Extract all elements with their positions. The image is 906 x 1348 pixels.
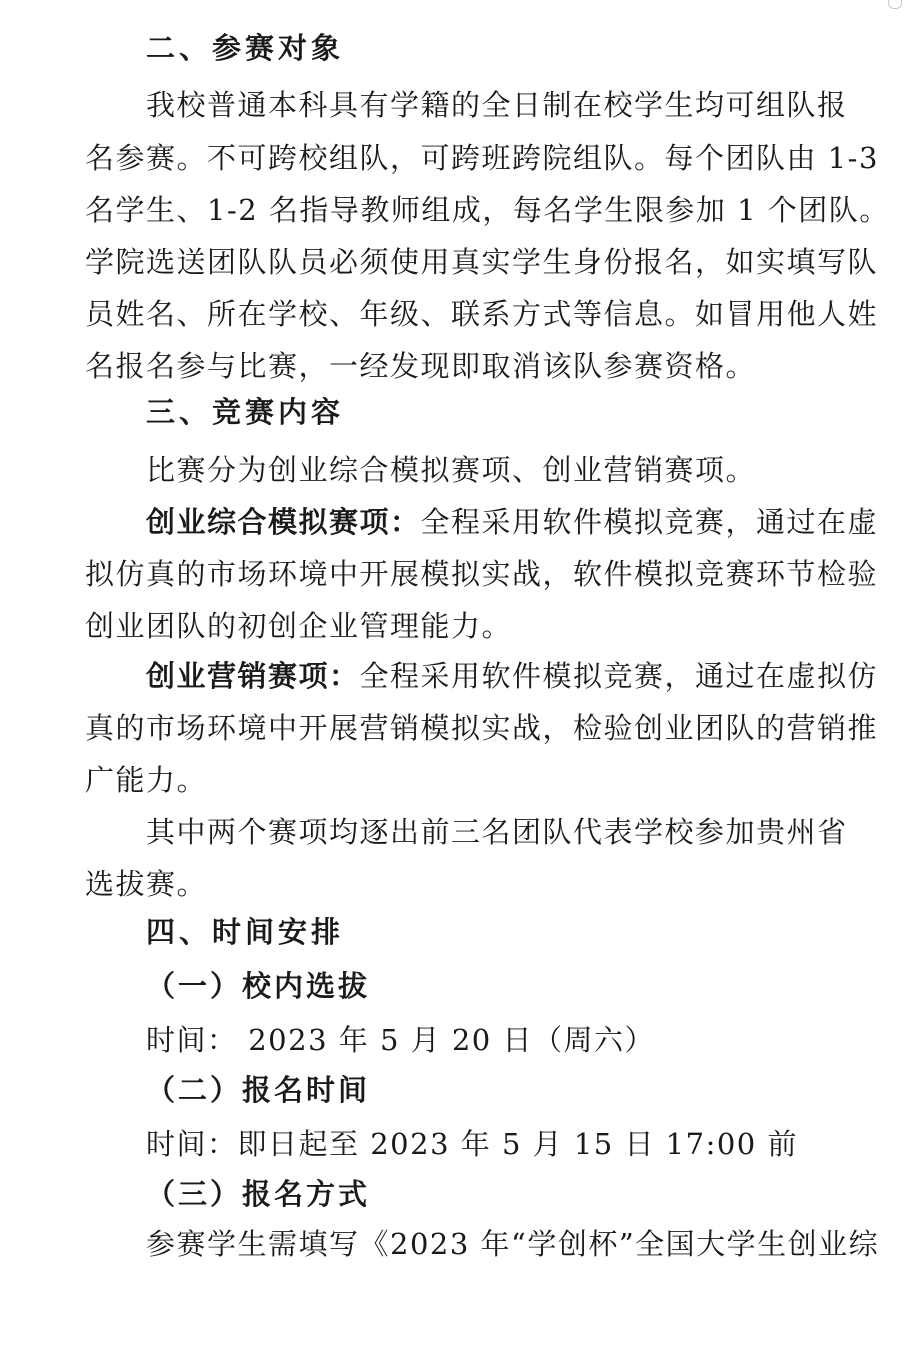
paragraph-line: 员姓名、所在学校、年级、联系方式等信息。如冒用他人姓	[85, 297, 879, 331]
paragraph-line: 创业团队的初创企业管理能力。	[85, 609, 513, 643]
section-heading-schedule: 四、时间安排	[146, 915, 345, 949]
paragraph-line-item2	[146, 656, 879, 700]
paragraph-line: 其中两个赛项均逐出前三名团队代表学校参加贵州省	[146, 815, 848, 849]
section-heading-participants: 二、参赛对象	[146, 31, 345, 65]
paragraph-line: 选拔赛。	[85, 867, 208, 901]
subheading-campus-selection: （一）校内选拔	[146, 969, 371, 1003]
item-text: 全程采用软件模拟竞赛，通过在虚	[420, 505, 879, 539]
paragraph-line: 我校普通本科具有学籍的全日制在校学生均可组队报	[146, 88, 848, 122]
paragraph-line: 拟仿真的市场环境中开展模拟实战，软件模拟竞赛环节检验	[85, 557, 879, 591]
paragraph-line: 名报名参与比赛，一经发现即取消该队参赛资格。	[85, 349, 757, 383]
subheading-registration-method: （三）报名方式	[146, 1177, 371, 1211]
section-heading-content: 三、竞赛内容	[146, 395, 345, 429]
paragraph-line: 比赛分为创业综合模拟赛项、创业营销赛项。	[146, 453, 757, 487]
paragraph-line-item1	[146, 502, 879, 546]
registration-deadline: 时间：即日起至 2023 年 5 月 15 日 17:00 前	[146, 1127, 798, 1161]
item-label-marketing: 创业营销赛项：	[146, 659, 360, 693]
paragraph-line: 参赛学生需填写《2023 年“学创杯”全国大学生创业综	[146, 1227, 880, 1261]
paragraph-line: 名参赛。不可跨校组队，可跨班跨院组队。每个团队由 1-3	[85, 141, 879, 175]
paragraph-line: 学院选送团队队员必须使用真实学生身份报名，如实填写队	[85, 245, 879, 279]
item-label-simulation: 创业综合模拟赛项：	[146, 505, 421, 539]
subheading-registration-time: （二）报名时间	[146, 1073, 371, 1107]
paragraph-line: 真的市场环境中开展营销模拟实战，检验创业团队的营销推	[85, 711, 879, 745]
item-text: 全程采用软件模拟竞赛，通过在虚拟仿	[359, 659, 879, 693]
paragraph-line: 广能力。	[85, 763, 208, 797]
paragraph-line: 名学生、1-2 名指导教师组成，每名学生限参加 1 个团队。	[85, 193, 890, 227]
schedule-time: 时间： 2023 年 5 月 20 日（周六）	[146, 1023, 655, 1057]
corner-mark	[888, 0, 902, 9]
